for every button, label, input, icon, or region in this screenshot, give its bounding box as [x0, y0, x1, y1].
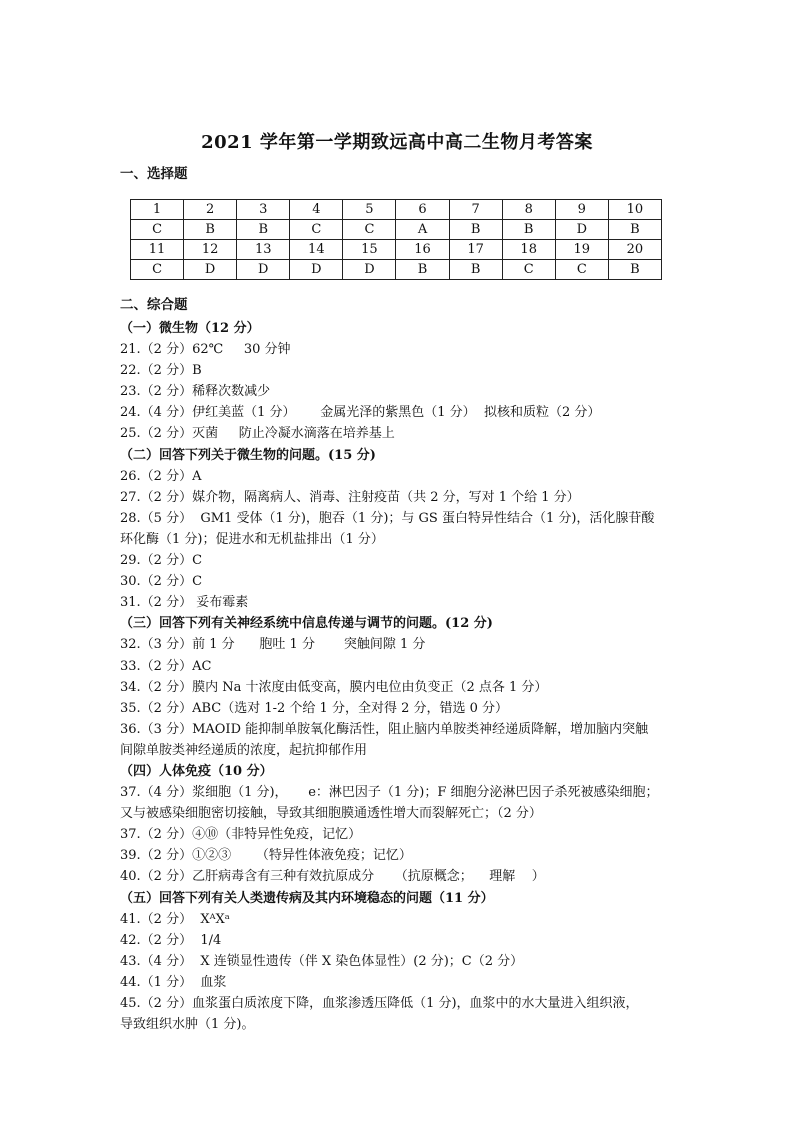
answer-line: 35.（2 分）ABC（选对 1-2 个给 1 分，全对得 2 分，错选 0 分）	[120, 700, 509, 716]
answer-line: 36.（3 分）MAOID 能抑制单胺氧化酶活性，阻止脑内单胺类神经递质降解，增加脑内突触	[120, 721, 649, 737]
table-cell: C	[131, 260, 184, 280]
table-cell: B	[449, 260, 502, 280]
table-cell: 11	[131, 240, 184, 260]
answer-line: 44.（1 分） 血浆	[120, 974, 227, 990]
answer-line: 43.（4 分） X 连锁显性遗传（伴 X 染色体显性）(2 分)；C（2 分）	[120, 953, 524, 969]
table-cell: 8	[502, 200, 555, 220]
table-cell: D	[184, 260, 237, 280]
table-cell: B	[237, 220, 290, 240]
answer-line: 22.（2 分）B	[120, 363, 202, 379]
table-cell: 7	[449, 200, 502, 220]
table-row	[131, 200, 662, 220]
table-cell: D	[237, 260, 290, 280]
answer-line: 39.（2 分）①②③ （特异性体液免疫；记忆）	[120, 848, 412, 864]
table-cell: 4	[290, 200, 343, 220]
table-cell: 6	[396, 200, 449, 220]
subsection-heading: （一）微生物（12 分）	[120, 321, 260, 336]
table-cell: 3	[237, 200, 290, 220]
subsection-heading: （五）回答下列有关人类遗传病及其内环境稳态的问题（11 分）	[120, 890, 494, 906]
answer-line: 37.（2 分）④⑩（非特异性免疫，记忆）	[120, 827, 362, 843]
table-cell: 17	[449, 240, 502, 260]
table-cell: 1	[131, 200, 184, 220]
table-cell: D	[555, 220, 608, 240]
table-cell: 13	[237, 240, 290, 260]
table-cell: 18	[502, 240, 555, 260]
answer-line: 31.（2 分） 妥布霉素	[120, 595, 249, 611]
table-cell: C	[131, 220, 184, 240]
answer-line: 42.（2 分） 1/4	[120, 932, 222, 948]
answer-line: 27.（2 分）媒介物，隔离病人、消毒、注射疫苗（共 2 分，写对 1 个给 1 分）	[120, 489, 580, 505]
section-comprehensive-heading: 二、综合题	[120, 297, 188, 313]
answer-line: 29.（2 分）C	[120, 553, 203, 569]
answer-line: 间隙单胺类神经递质的浓度，起抗抑郁作用	[120, 742, 368, 758]
table-cell: B	[449, 220, 502, 240]
table-cell: C	[343, 220, 396, 240]
answer-line: 21.（2 分）62℃ 30 分钟	[120, 342, 291, 358]
table-cell: D	[290, 260, 343, 280]
answer-line: 环化酶（1 分)；促进水和无机盐排出（1 分）	[120, 531, 384, 547]
answer-line: 25.（2 分）灭菌 防止冷凝水滴落在培养基上	[120, 426, 395, 442]
table-cell: B	[184, 220, 237, 240]
table-cell: 2	[184, 200, 237, 220]
table-cell: 10	[608, 200, 661, 220]
table-cell: B	[396, 260, 449, 280]
answer-lines	[120, 318, 680, 1035]
answer-line: 34.（2 分）膜内 Na 十浓度由低变高，膜内电位由负变正（2 点各 1 分）	[120, 679, 548, 695]
table-row	[131, 260, 662, 280]
table-cell: A	[396, 220, 449, 240]
subsection-heading: （二）回答下列关于微生物的问题。(15 分)	[120, 447, 376, 463]
table-cell: 14	[290, 240, 343, 260]
table-row	[131, 240, 662, 260]
table-row	[131, 220, 662, 240]
answer-line: 23.（2 分）稀释次数减少	[120, 384, 271, 400]
answer-line: 41.（2 分） XᴬXᵃ	[120, 911, 230, 927]
table-cell: 20	[608, 240, 661, 260]
answer-table	[130, 199, 662, 280]
table-cell: 16	[396, 240, 449, 260]
answer-line: 28.（5 分） GM1 受体（1 分)，胞吞（1 分)；与 GS 蛋白特异性结合（1 分)，活化腺苷酸	[120, 510, 655, 526]
table-cell: B	[608, 220, 661, 240]
page-title: 2021 学年第一学期致远高中高二生物月考答案	[201, 132, 593, 153]
answer-table-body	[131, 200, 662, 280]
table-cell: 9	[555, 200, 608, 220]
answer-line: 40.（2 分）乙肝病毒含有三种有效抗原成分 （抗原概念； 理解 ）	[120, 869, 545, 885]
table-cell: D	[343, 260, 396, 280]
table-cell: 12	[184, 240, 237, 260]
table-cell: 15	[343, 240, 396, 260]
table-cell: B	[502, 220, 555, 240]
section-choice-heading: 一、选择题	[120, 166, 188, 182]
table-cell: C	[290, 220, 343, 240]
answer-line: 26.（2 分）A	[120, 468, 202, 484]
answer-line: 24.（4 分）伊红美蓝（1 分） 金属光泽的紫黑色（1 分） 拟核和质粒（2 分）	[120, 405, 601, 421]
table-cell: 19	[555, 240, 608, 260]
answer-line: 33.（2 分）AC	[120, 658, 212, 674]
answer-line: 导致组织水肿（1 分)。	[120, 1017, 255, 1033]
table-cell: 5	[343, 200, 396, 220]
table-cell: B	[608, 260, 661, 280]
table-cell: C	[502, 260, 555, 280]
answer-line: 30.（2 分）C	[120, 574, 203, 590]
answer-line: 32.（3 分）前 1 分 胞吐 1 分 突触间隙 1 分	[120, 637, 426, 653]
subsection-heading: （四）人体免疫（10 分）	[120, 763, 273, 779]
answer-line: 37.（4 分）浆细胞（1 分)， e：淋巴因子（1 分)；F 细胞分泌淋巴因子杀死被感染细胞；	[120, 785, 659, 801]
answer-line: 又与被感染细胞密切接触，导致其细胞膜通透性增大而裂解死亡；（2 分）	[120, 806, 542, 822]
subsection-heading: （三）回答下列有关神经系统中信息传递与调节的问题。(12 分)	[120, 616, 493, 632]
answer-line: 45.（2 分）血浆蛋白质浓度下降，血浆渗透压降低（1 分)，血浆中的水大量进入组织液，	[120, 996, 639, 1011]
table-cell: C	[555, 260, 608, 280]
